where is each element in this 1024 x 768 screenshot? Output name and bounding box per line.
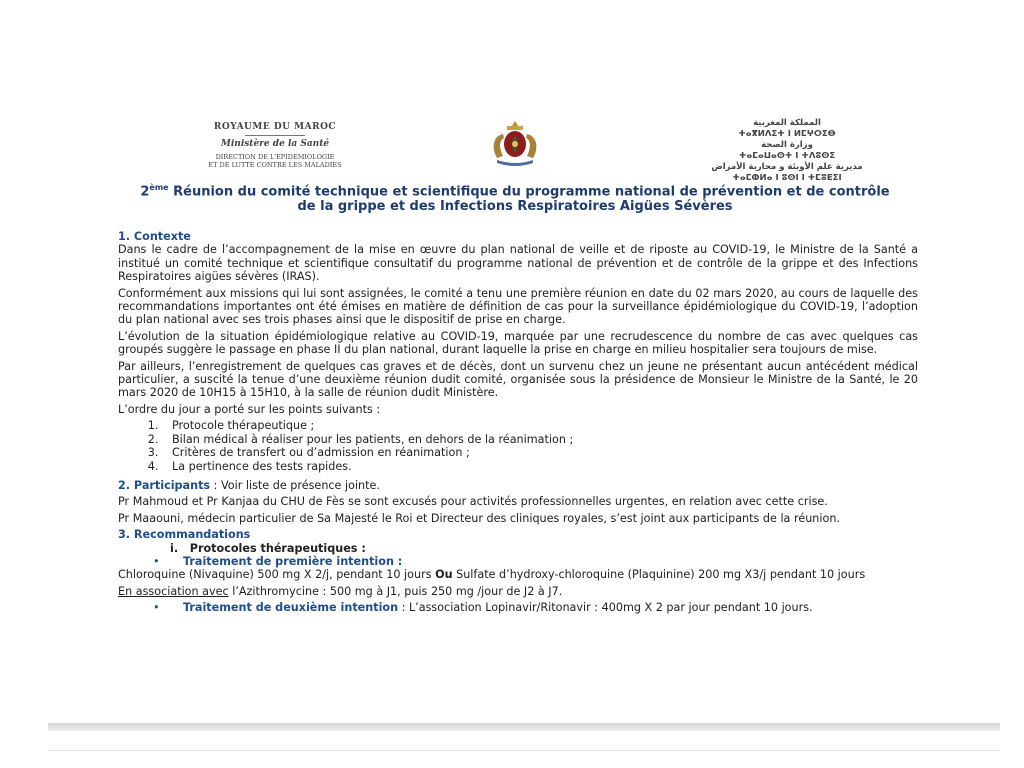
kingdom-label: ROYAUME DU MAROC <box>213 122 337 132</box>
paragraph: Pr Maaouni, médecin particulier de Sa Majesté le Roi et Directeur des cliniques royales, s’est joint aux participants de la réunion. <box>118 511 840 525</box>
bullet-icon: • <box>153 554 160 568</box>
subsection-heading: i. Protocoles thérapeutiques : <box>170 541 366 555</box>
paragraph: En association avec l’Azithromycine : 500 mg à J1, puis 250 mg /jour de J2 à J7. <box>118 584 563 598</box>
paragraph: Chloroquine (Nivaquine) 500 mg X 2/j, pendant 10 jours Ou Sulfate d’hydroxy-chloroquine (Plaquinine) 200 mg X3/j pendant 10 jours <box>118 568 866 582</box>
page-separator <box>48 750 1000 751</box>
title-superscript: ème <box>149 183 169 192</box>
ministry-label-arabic: وزارة الصحة <box>761 140 813 150</box>
direction-label-arabic: مديرية علم الأوبئة و محاربة الأمراض <box>711 162 863 172</box>
document-body <box>118 230 918 615</box>
paragraph: Par ailleurs, l’enregistrement de quelques cas graves et de décès, dont un survenu chez un jeune ne présentant aucun antécédent médical particulier, a suscité la tenue d’une deuxième réunion dudit comité, organisée sous la présidence de Monsieur le Ministre de la Santé, le 20 mars 2020 de 10H15 à 15H10, à la salle de réunion dudit Ministère. <box>118 359 918 400</box>
direction-label-tifinagh: ⵜⴰⵎⵀⵍⴰ ⵏ ⵓⵙⵏ ⵏ ⵜⵎⵓⴹⵉⵏ <box>732 173 842 183</box>
paragraph: Conformément aux missions qui lui sont assignées, le comité a tenu une première réunion en date du 02 mars 2020, au cours de laquelle des recommandations importantes ont été émises en matière de définition de cas pour la surveillance épidémiologique du COVID-19, l’adoption du plan national avec ses trois phases ainsi que le dispositif de prise en charge. <box>118 286 918 327</box>
first-line-treatment-label: Traitement de première intention : <box>183 554 403 568</box>
list-item: 2. Bilan médical à réaliser pour les patients, en dehors de la réanimation ; <box>162 433 918 446</box>
list-item: • Traitement de deuxième intention : L’association Lopinavir/Ritonavir : 400mg X 2 par jour pendant 10 jours. <box>153 601 813 615</box>
header-left-french <box>140 122 410 169</box>
section-heading-contexte: 1. Contexte <box>118 230 191 243</box>
list-item <box>153 555 918 568</box>
list-item: 3. Critères de transfert ou d’admission en réanimation ; <box>162 446 918 459</box>
second-line-treatment-label: Traitement de deuxième intention <box>183 601 399 615</box>
page-separator <box>48 723 1000 731</box>
document-title: 2ème Réunion du comité technique et scientifique du programme national de prévention et de contrôle de la grippe et des Infections Respiratoires Aigües Sévères <box>140 183 890 215</box>
agenda-list <box>118 419 918 473</box>
header-divider <box>245 135 305 136</box>
paragraph: L’évolution de la situation épidémiologique relative au COVID-19, marquée par une recrudescence du nombre de cas avec quelques cas groupés suggère le passage en phase II du plan national, durant laquelle la prise en charge en milieu hospitalier sera toujours de mise. <box>118 329 918 357</box>
section-heading-participants: 2. Participants <box>118 478 211 492</box>
direction-line2: ET DE LUTTE CONTRE LES MALADIES <box>208 161 342 169</box>
section-heading-recommandations: 3. Recommandations <box>118 528 251 542</box>
title-text: Réunion du comité technique et scientifique du programme national de prévention et de contrôle de la grippe et des Infections Respiratoires Aigües Sévères <box>168 184 890 215</box>
bullet-icon: • <box>153 601 160 615</box>
paragraph: Dans le cadre de l’accompagnement de la mise en œuvre du plan national de veille et de riposte au COVID-19, le Ministre de la Santé a institué un comité technique et scientifique consultatif du programme national de prévention et de contrôle de la grippe et des Infections Respiratoires aigües sévères (IRAS). <box>118 243 918 284</box>
ministry-label: Ministère de la Santé <box>220 139 330 149</box>
ministry-label-tifinagh: ⵜⴰⵎⴰⵡⴰⵙⵜ ⵏ ⵜⴷⵓⵙⵉ <box>738 151 836 161</box>
kingdom-label-arabic: المملكة المغربية <box>753 118 821 128</box>
list-item: 1. Protocole thérapeutique ; <box>162 419 918 432</box>
paragraph: Pr Mahmoud et Pr Kanjaa du CHU de Fès se sont excusés pour activités professionnelles urgentes, en relation avec cette crise. <box>118 495 828 509</box>
header-right-arabic <box>662 118 912 184</box>
kingdom-label-tifinagh: ⵜⴰⴳⵍⴷⵉⵜ ⵏ ⵍⵎⵖⵔⵉⴱ <box>738 129 836 139</box>
list-item: 4. La pertinence des tests rapides. <box>162 460 918 473</box>
paragraph: L’ordre du jour a porté sur les points suivants : <box>118 402 381 416</box>
participants-line: 2. Participants : Voir liste de présence jointe. <box>118 478 380 492</box>
direction-line1: DIRECTION DE L'EPIDEMIOLOGIE <box>215 153 335 161</box>
moroccan-coat-of-arms-icon <box>483 118 547 168</box>
